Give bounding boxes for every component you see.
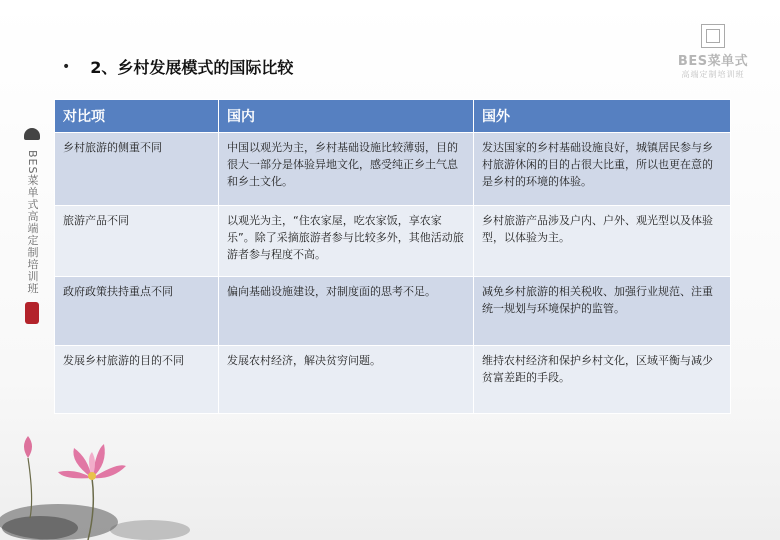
cell-item: 乡村旅游的侧重不同 — [55, 133, 219, 206]
cell-item: 旅游产品不同 — [55, 206, 219, 277]
brand-logo — [668, 24, 758, 80]
logo-icon — [701, 24, 725, 48]
teapot-icon — [24, 128, 40, 140]
cell-foreign: 发达国家的乡村基础设施良好，城镇居民参与乡村旅游休闲的目的占很大比重，所以也更在意的是乡村的环境的体验。 — [474, 133, 731, 206]
side-brand — [20, 128, 44, 324]
cell-foreign: 乡村旅游产品涉及户内、户外、观光型以及体验型，以体验为主。 — [474, 206, 731, 277]
header-domestic: 国内 — [219, 100, 474, 133]
lotus-decoration — [0, 418, 190, 540]
cell-domestic: 以观光为主，“住农家屋，吃农家饭，享农家乐”。除了采摘旅游者参与比较多外，其他活动旅游者参与程度不高。 — [219, 206, 474, 277]
table-row — [55, 206, 731, 277]
header-comparison-item: 对比项 — [55, 100, 219, 133]
slide-title: 2、乡村发展模式的国际比较 — [90, 58, 294, 77]
cell-item: 政府政策扶持重点不同 — [55, 277, 219, 346]
cell-domestic: 中国以观光为主，乡村基础设施比较薄弱，目的很大一部分是体验异地文化，感受纯正乡土气息和乡土文化。 — [219, 133, 474, 206]
slide-title-row — [62, 55, 293, 78]
cell-foreign: 维持农村经济和保护乡村文化，区域平衡与减少贫富差距的手段。 — [474, 346, 731, 414]
seal-icon — [25, 302, 39, 324]
side-brand-text: BES菜单式高端定制培训班 — [26, 150, 39, 295]
table-row — [55, 346, 731, 414]
cell-domestic: 偏向基础设施建设，对制度面的思考不足。 — [219, 277, 474, 346]
title-bullet: • — [62, 58, 71, 75]
table-row — [55, 133, 731, 206]
cell-foreign: 减免乡村旅游的相关税收、加强行业规范、注重统一规划与环境保护的监管。 — [474, 277, 731, 346]
logo-subtitle: 高端定制培训班 — [681, 70, 745, 79]
comparison-table — [54, 99, 731, 414]
cell-domestic: 发展农村经济，解决贫穷问题。 — [219, 346, 474, 414]
header-foreign: 国外 — [474, 100, 731, 133]
table-row — [55, 277, 731, 346]
logo-name: BES菜单式 — [677, 54, 749, 69]
cell-item: 发展乡村旅游的目的不同 — [55, 346, 219, 414]
table-header-row — [55, 100, 731, 133]
